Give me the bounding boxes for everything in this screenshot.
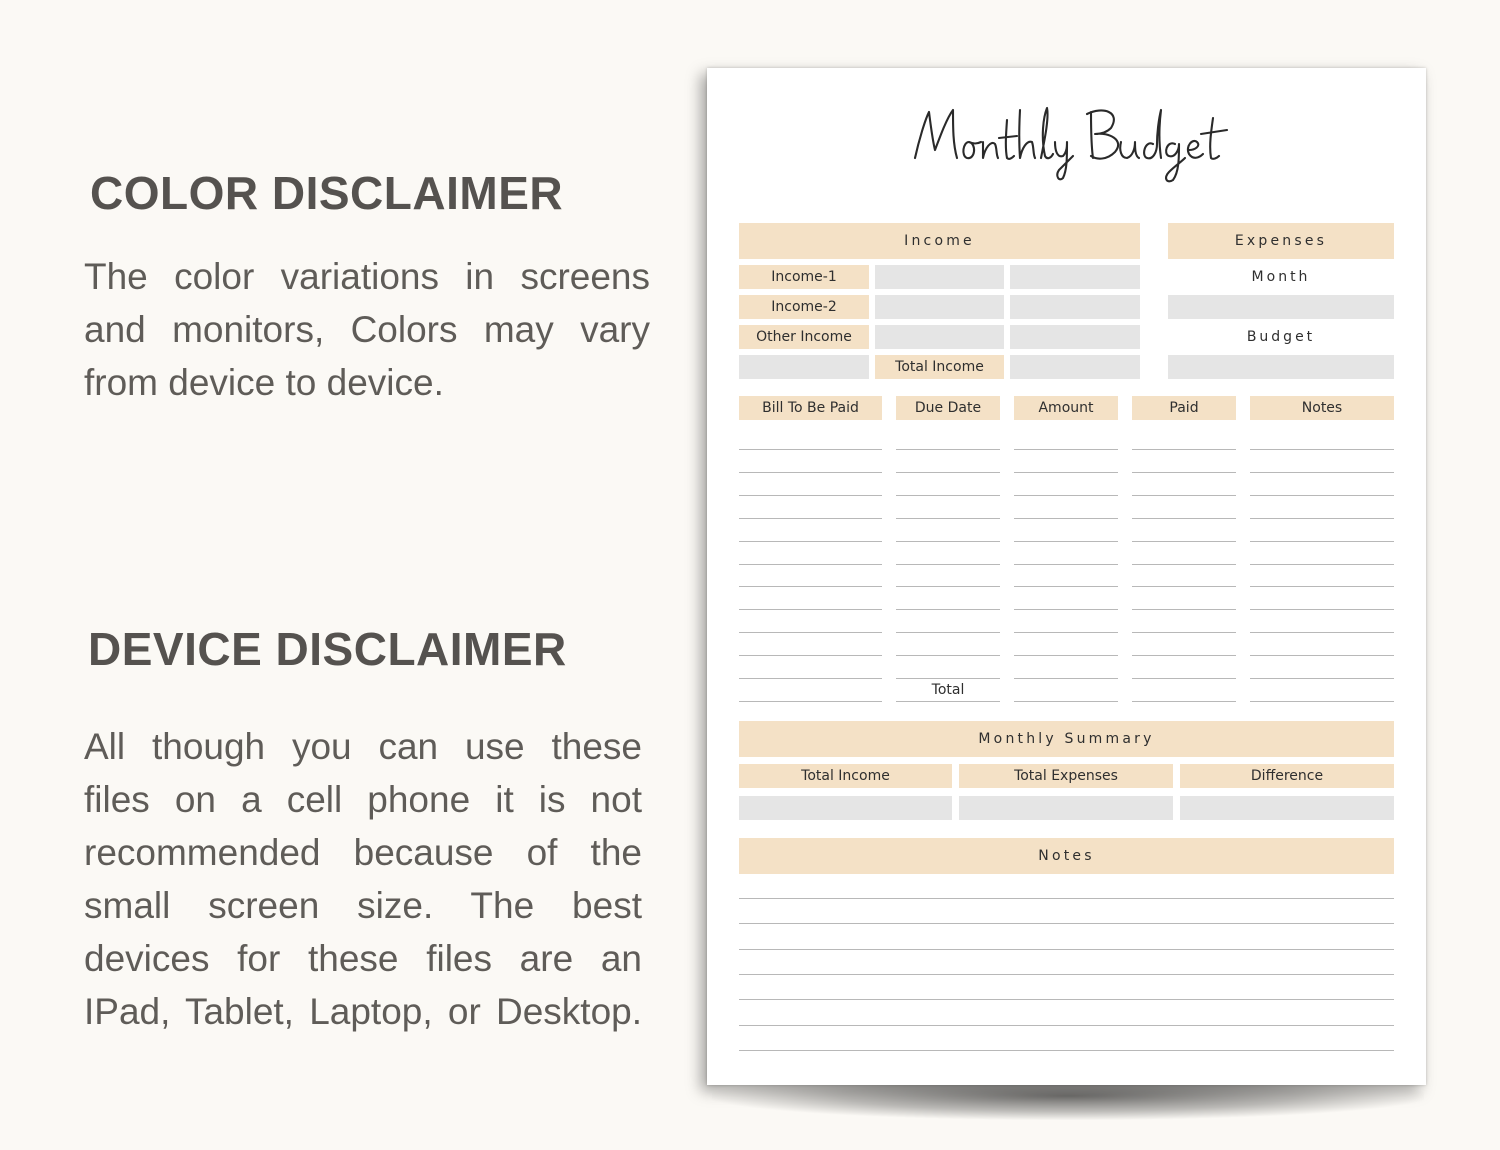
color-disclaimer-line: and monitors, Colors may vary: [84, 309, 650, 350]
bill-entry-line[interactable]: [896, 632, 1000, 633]
color-disclaimer-text: [84, 250, 650, 409]
bill-entry-line[interactable]: [896, 564, 1000, 565]
summary-total-income-label: Total Income: [739, 764, 952, 788]
bill-entry-line[interactable]: [1132, 655, 1236, 656]
income-1-actual-field[interactable]: [1010, 265, 1140, 289]
bill-entry-line[interactable]: [1014, 655, 1118, 656]
bill-entry-line[interactable]: [739, 564, 882, 565]
color-disclaimer-line: The color variations in screens: [84, 256, 650, 297]
summary-difference-field[interactable]: [1180, 796, 1394, 820]
device-disclaimer-line: devices for these files are an: [84, 938, 642, 979]
bill-entry-line[interactable]: [1132, 518, 1236, 519]
notes-line[interactable]: [739, 974, 1394, 975]
bill-entry-line[interactable]: [896, 655, 1000, 656]
bill-entry-line[interactable]: [896, 609, 1000, 610]
notes-line[interactable]: [739, 1050, 1394, 1051]
month-label: Month: [1251, 269, 1311, 285]
income-blank-field[interactable]: [739, 355, 869, 379]
bill-entry-line[interactable]: [1132, 632, 1236, 633]
bill-entry-line[interactable]: [1132, 449, 1236, 450]
notes-column-header: Notes: [1250, 396, 1394, 420]
bill-entry-line[interactable]: [1132, 701, 1236, 702]
bill-entry-line[interactable]: [1132, 678, 1236, 679]
bill-entry-line[interactable]: [1250, 518, 1394, 519]
device-disclaimer-heading: DEVICE DISCLAIMER: [88, 623, 567, 675]
bill-entry-line[interactable]: [1132, 586, 1236, 587]
color-disclaimer-line: from device to device.: [84, 362, 444, 403]
bill-entry-line[interactable]: [1250, 609, 1394, 610]
notes-line[interactable]: [739, 999, 1394, 1000]
bill-entry-line[interactable]: [896, 541, 1000, 542]
bill-entry-line[interactable]: [1014, 632, 1118, 633]
due-date-column-header: Due Date: [896, 396, 1000, 420]
bill-entry-line[interactable]: [1014, 586, 1118, 587]
bill-entry-line[interactable]: [1014, 518, 1118, 519]
income-row-label: Income-1: [739, 265, 869, 289]
amount-column-header: Amount: [1014, 396, 1118, 420]
bill-entry-line[interactable]: [1250, 701, 1394, 702]
summary-total-expenses-field[interactable]: [959, 796, 1173, 820]
bill-entry-line[interactable]: [739, 701, 882, 702]
bill-entry-line[interactable]: [1250, 541, 1394, 542]
bill-entry-line[interactable]: [1014, 541, 1118, 542]
bill-entry-line[interactable]: [1132, 564, 1236, 565]
summary-difference-label: Difference: [1180, 764, 1394, 788]
budget-label: Budget: [1246, 329, 1316, 345]
bill-entry-line[interactable]: [1014, 701, 1118, 702]
summary-total-expenses-label: Total Expenses: [959, 764, 1173, 788]
bill-entry-line[interactable]: [1250, 632, 1394, 633]
summary-total-income-field[interactable]: [739, 796, 952, 820]
device-disclaimer-line: recommended because of the: [84, 832, 642, 873]
income-2-actual-field[interactable]: [1010, 295, 1140, 319]
income-header: Income: [739, 223, 1140, 259]
paid-column-header: Paid: [1132, 396, 1236, 420]
month-field[interactable]: [1168, 295, 1394, 319]
notes-line[interactable]: [739, 1025, 1394, 1026]
total-income-label: Total Income: [875, 355, 1004, 379]
bill-entry-line[interactable]: [1132, 472, 1236, 473]
notes-line[interactable]: [739, 949, 1394, 950]
bill-entry-line[interactable]: [1132, 609, 1236, 610]
bill-entry-line[interactable]: [1250, 678, 1394, 679]
bill-entry-line[interactable]: [1250, 472, 1394, 473]
total-income-field[interactable]: [1010, 355, 1140, 379]
bill-entry-line[interactable]: [1132, 495, 1236, 496]
bill-entry-line[interactable]: [739, 632, 882, 633]
other-income-actual-field[interactable]: [1010, 325, 1140, 349]
bill-entry-line[interactable]: [739, 495, 882, 496]
color-disclaimer-heading: COLOR DISCLAIMER: [90, 167, 564, 219]
bill-entry-line[interactable]: [1014, 472, 1118, 473]
device-disclaimer-line: files on a cell phone it is not: [84, 779, 642, 820]
bill-entry-line[interactable]: [739, 609, 882, 610]
bill-entry-line[interactable]: [739, 472, 882, 473]
bill-entry-line[interactable]: [1014, 678, 1118, 679]
monthly-budget-title: [907, 98, 1237, 188]
device-disclaimer-line: IPad, Tablet, Laptop, or Desktop.: [84, 991, 642, 1032]
income-row-label: Income-2: [739, 295, 869, 319]
bill-entry-line[interactable]: [896, 449, 1000, 450]
bill-entry-line[interactable]: [896, 518, 1000, 519]
bill-entry-line[interactable]: [739, 586, 882, 587]
notes-line[interactable]: [739, 898, 1394, 899]
bill-entry-line[interactable]: [896, 586, 1000, 587]
bill-entry-line[interactable]: [739, 678, 882, 679]
budget-planner-page: [707, 68, 1426, 1085]
expenses-header: Expenses: [1168, 223, 1394, 259]
monthly-summary-header: Monthly Summary: [739, 721, 1394, 757]
bill-entry-line[interactable]: [1014, 495, 1118, 496]
device-disclaimer-line: small screen size. The best: [84, 885, 642, 926]
bill-entry-line[interactable]: [1250, 655, 1394, 656]
bill-entry-line[interactable]: [896, 472, 1000, 473]
bill-entry-line[interactable]: [1132, 541, 1236, 542]
bills-total-label: Total: [931, 682, 965, 698]
bill-entry-line[interactable]: [739, 518, 882, 519]
notes-line[interactable]: [739, 923, 1394, 924]
bill-entry-line[interactable]: [896, 495, 1000, 496]
income-row-label: Other Income: [739, 325, 869, 349]
bill-entry-line[interactable]: [739, 541, 882, 542]
bill-entry-line[interactable]: [1014, 564, 1118, 565]
bill-column-header: Bill To Be Paid: [739, 396, 882, 420]
other-income-amount-field[interactable]: [875, 325, 1004, 349]
bill-entry-line[interactable]: [1250, 495, 1394, 496]
device-disclaimer-text: [84, 720, 642, 1038]
bill-entry-line[interactable]: [1250, 564, 1394, 565]
bill-entry-line[interactable]: [1250, 449, 1394, 450]
income-1-amount-field[interactable]: [875, 265, 1004, 289]
bill-entry-line[interactable]: [739, 449, 882, 450]
bill-entry-line[interactable]: [739, 655, 882, 656]
income-2-amount-field[interactable]: [875, 295, 1004, 319]
budget-field[interactable]: [1168, 355, 1394, 379]
device-disclaimer-line: All though you can use these: [84, 726, 642, 767]
bill-entry-line[interactable]: [1250, 586, 1394, 587]
bill-entry-line[interactable]: [1014, 449, 1118, 450]
notes-header: Notes: [739, 838, 1394, 874]
bill-entry-line[interactable]: [1014, 609, 1118, 610]
